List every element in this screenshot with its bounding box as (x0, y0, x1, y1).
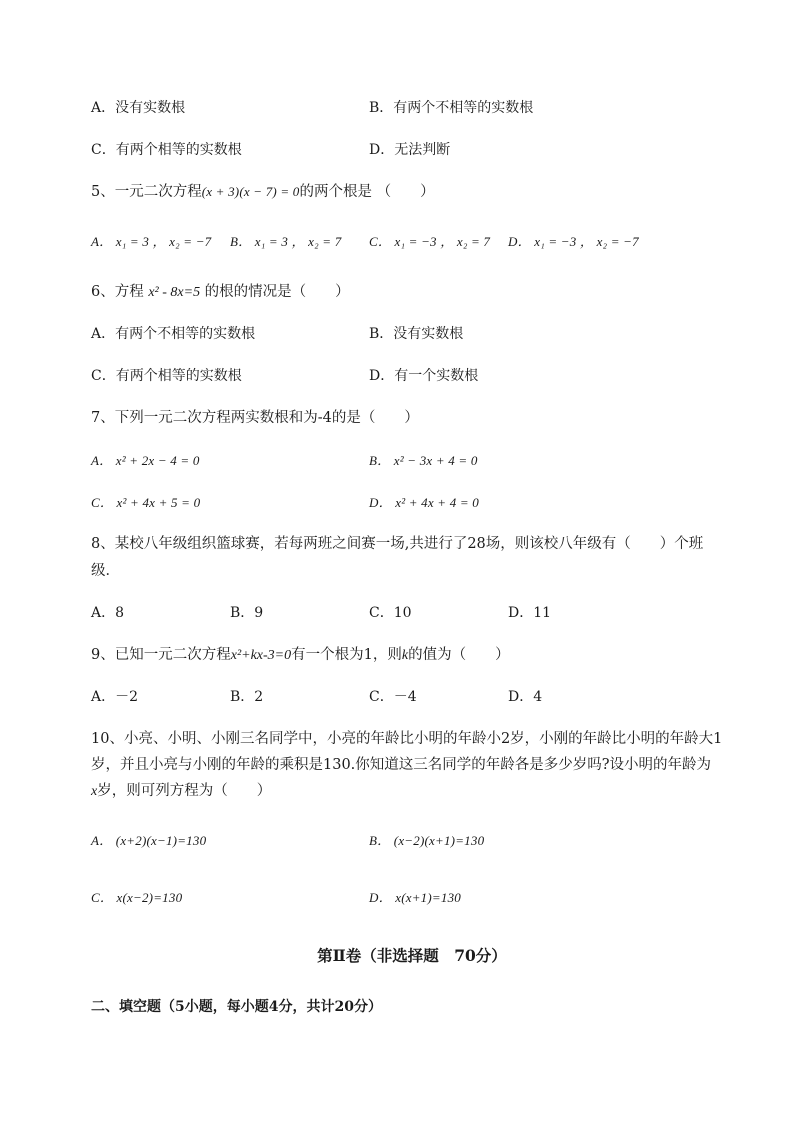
q7-option-b: B． x² − 3x + 4 = 0 (369, 453, 478, 468)
q5-equation: (x + 3)(x − 7) = 0 (201, 184, 300, 199)
q7-option-c: C． x² + 4x + 5 = 0 (91, 495, 201, 510)
q8-option-b: B．9 (230, 605, 264, 621)
q5-stem: 5、一元二次方程(x + 3)(x − 7) = 0的两个根是 （ ） (91, 184, 435, 200)
q8-stem-line1: 8、某校八年级组织篮球赛，若每两班之间赛一场,共进行了28场，则该校八年级有（ ）个班 (91, 536, 704, 552)
q8-option-c: C．10 (369, 605, 412, 621)
q5-option-b: B． x₁ = 3 ， x₂ = 7 (230, 234, 342, 249)
q4-option-c: C．有两个相等的实数根 (91, 142, 242, 158)
q10-stem-line3: x岁，则可列方程为（ ） (91, 783, 272, 799)
q10-option-d: D． x(x+1)=130 (369, 890, 461, 905)
q6-option-d: D．有一个实数根 (369, 368, 479, 384)
q7-option-a: A． x² + 2x − 4 = 0 (91, 453, 200, 468)
q6-option-b: B．没有实数根 (369, 326, 464, 342)
q6-option-c: C．有两个相等的实数根 (91, 368, 242, 384)
q10-stem-line2: 岁，并且小亮与小刚的年龄的乘积是130.你知道这三名同学的年龄各是多少岁吗?设小明的年龄为 (91, 757, 712, 773)
q7-option-d: D． x² + 4x + 4 = 0 (369, 495, 479, 510)
q6-equation: x² - 8x=5 (148, 285, 201, 300)
section-subtitle: 二、填空题（5小题，每小题4分，共计20分） (91, 999, 382, 1015)
q8-option-d: D．11 (508, 605, 552, 621)
q5-option-d: D． x₁ = −3 ， x₂ = −7 (508, 234, 639, 249)
q9-option-b: B．2 (230, 689, 264, 705)
q5-option-a: A． x₁ = 3 ， x₂ = −7 (91, 234, 212, 249)
q9-option-a: A．－2 (91, 689, 139, 705)
q9-stem: 9、已知一元二次方程x²+kx-3=0有一个根为1，则k的值为（ ） (91, 647, 510, 663)
q9-option-d: D．4 (508, 689, 543, 705)
q4-option-a: A．没有实数根 (91, 100, 186, 116)
q8-option-a: A．8 (91, 605, 125, 621)
q9-equation: x²+kx-3=0 (230, 648, 292, 663)
q10-option-b: B． (x−2)(x+1)=130 (369, 833, 485, 848)
q7-stem: 7、下列一元二次方程两实数根和为-4的是（ ） (91, 410, 419, 426)
q6-option-a: A．有两个不相等的实数根 (91, 326, 256, 342)
q6-stem: 6、方程 x² - 8x=5 的根的情况是（ ） (91, 284, 350, 300)
q9-k: k (401, 648, 409, 663)
q10-option-c: C． x(x−2)=130 (91, 890, 183, 905)
q5-option-c: C． x₁ = −3 ， x₂ = 7 (369, 234, 491, 249)
q10-stem-line1: 10、小亮、小明、小刚三名同学中，小亮的年龄比小明的年龄小2岁，小刚的年龄比小明的年龄大1 (91, 731, 723, 747)
q10-variable: x (91, 784, 98, 799)
q9-option-c: C．－4 (369, 689, 417, 705)
q10-option-a: A． (x+2)(x−1)=130 (91, 833, 207, 848)
q4-option-d: D．无法判断 (369, 142, 451, 158)
section-title: 第Ⅱ卷（非选择题 70分） (317, 946, 507, 965)
q8-stem-line2: 级． (91, 563, 120, 579)
q4-option-b: B．有两个不相等的实数根 (369, 100, 534, 116)
